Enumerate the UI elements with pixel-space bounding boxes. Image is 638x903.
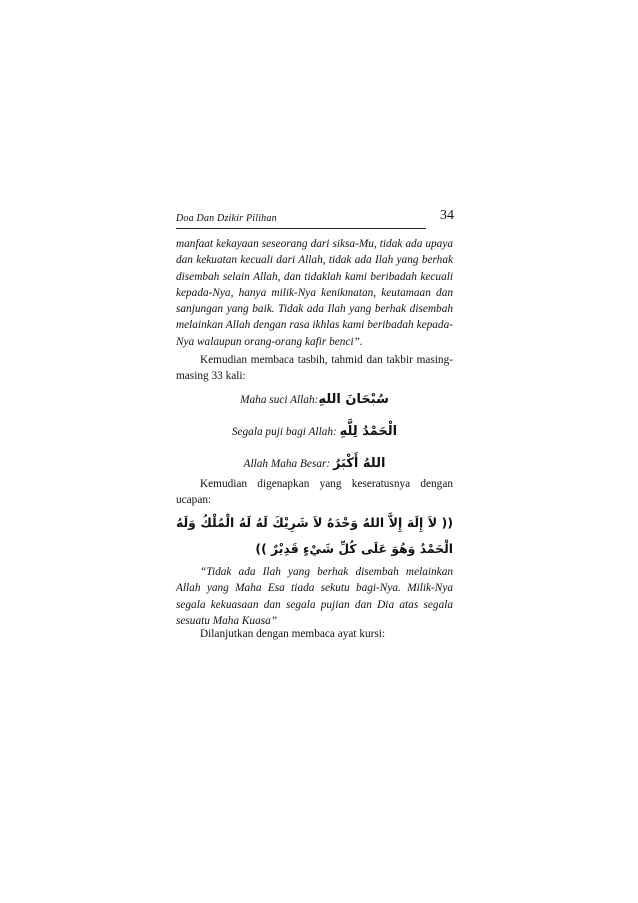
page-number: 34 bbox=[440, 208, 454, 223]
header-rule bbox=[176, 228, 426, 229]
paragraph-instruction-hundredth: Kemudian digenapkan yang keseratusnya dengan ucapan: bbox=[176, 478, 453, 507]
running-title: Doa Dan Dzikir Pilihan bbox=[176, 213, 277, 224]
dhikr-arabic-takbir: اللهُ أَكْبَرُ bbox=[332, 456, 386, 471]
dhikr-label-tahmid: Segala puji bagi Allah: bbox=[231, 426, 340, 438]
dhikr-line-tahmid bbox=[176, 424, 453, 440]
dhikr-label-takbir: Allah Maha Besar: bbox=[243, 458, 333, 470]
arabic-tahlil: (( لاَ إِلَهَ إِلاَّ اللهُ وَحْدَهُ لاَ شَرِيْكَ لَهُ لَهُ الْمُلْكُ وَلَهُ الْحَمْدُ وَهُوَ عَلَى كُلِّ شَيْءٍ قَدِيْرٌ )) bbox=[176, 515, 453, 556]
paragraph-ayat-kursi-intro: Dilanjutkan dengan membaca ayat kursi: bbox=[200, 628, 386, 640]
paragraph-continued-prayer: manfaat kekayaan seseorang dari siksa-Mu, tidak ada upaya dan kekuatan kecuali dari Allah, tidak ada Ilah yang berhak disembah selain Allah, dan tidaklah kami beribadah kecuali kepada-Nya, hanya milik-Nya kenikmatan, keutamaan dan sanjungan yang baik. Tidak ada Ilah yang berhak disembah melainkan Allah dengan rasa ikhlas kami beribadah kepada-Nya walaupun orang-orang kafir benci”. bbox=[176, 238, 453, 348]
dhikr-arabic-tasbih: سُبْحَانَ اللهِ bbox=[318, 392, 389, 407]
paragraph-tahlil-translation: “Tidak ada Ilah yang berhak disembah melainkan Allah yang Maha Esa tiada sekutu bagi-Nya. Milik-Nya segala kekuasaan dan segala pujian dan Dia atas segala sesuatu Maha Kuasa” bbox=[176, 566, 453, 627]
dhikr-arabic-tahmid: الْحَمْدُ لِلَّهِ bbox=[339, 424, 398, 439]
dhikr-line-takbir bbox=[176, 456, 453, 472]
dhikr-label-tasbih: Maha suci Allah: bbox=[240, 394, 319, 406]
dhikr-line-tasbih bbox=[176, 392, 453, 408]
paragraph-instruction-tasbih: Kemudian membaca tasbih, tahmid dan takbir masing-masing 33 kali: bbox=[176, 354, 453, 383]
